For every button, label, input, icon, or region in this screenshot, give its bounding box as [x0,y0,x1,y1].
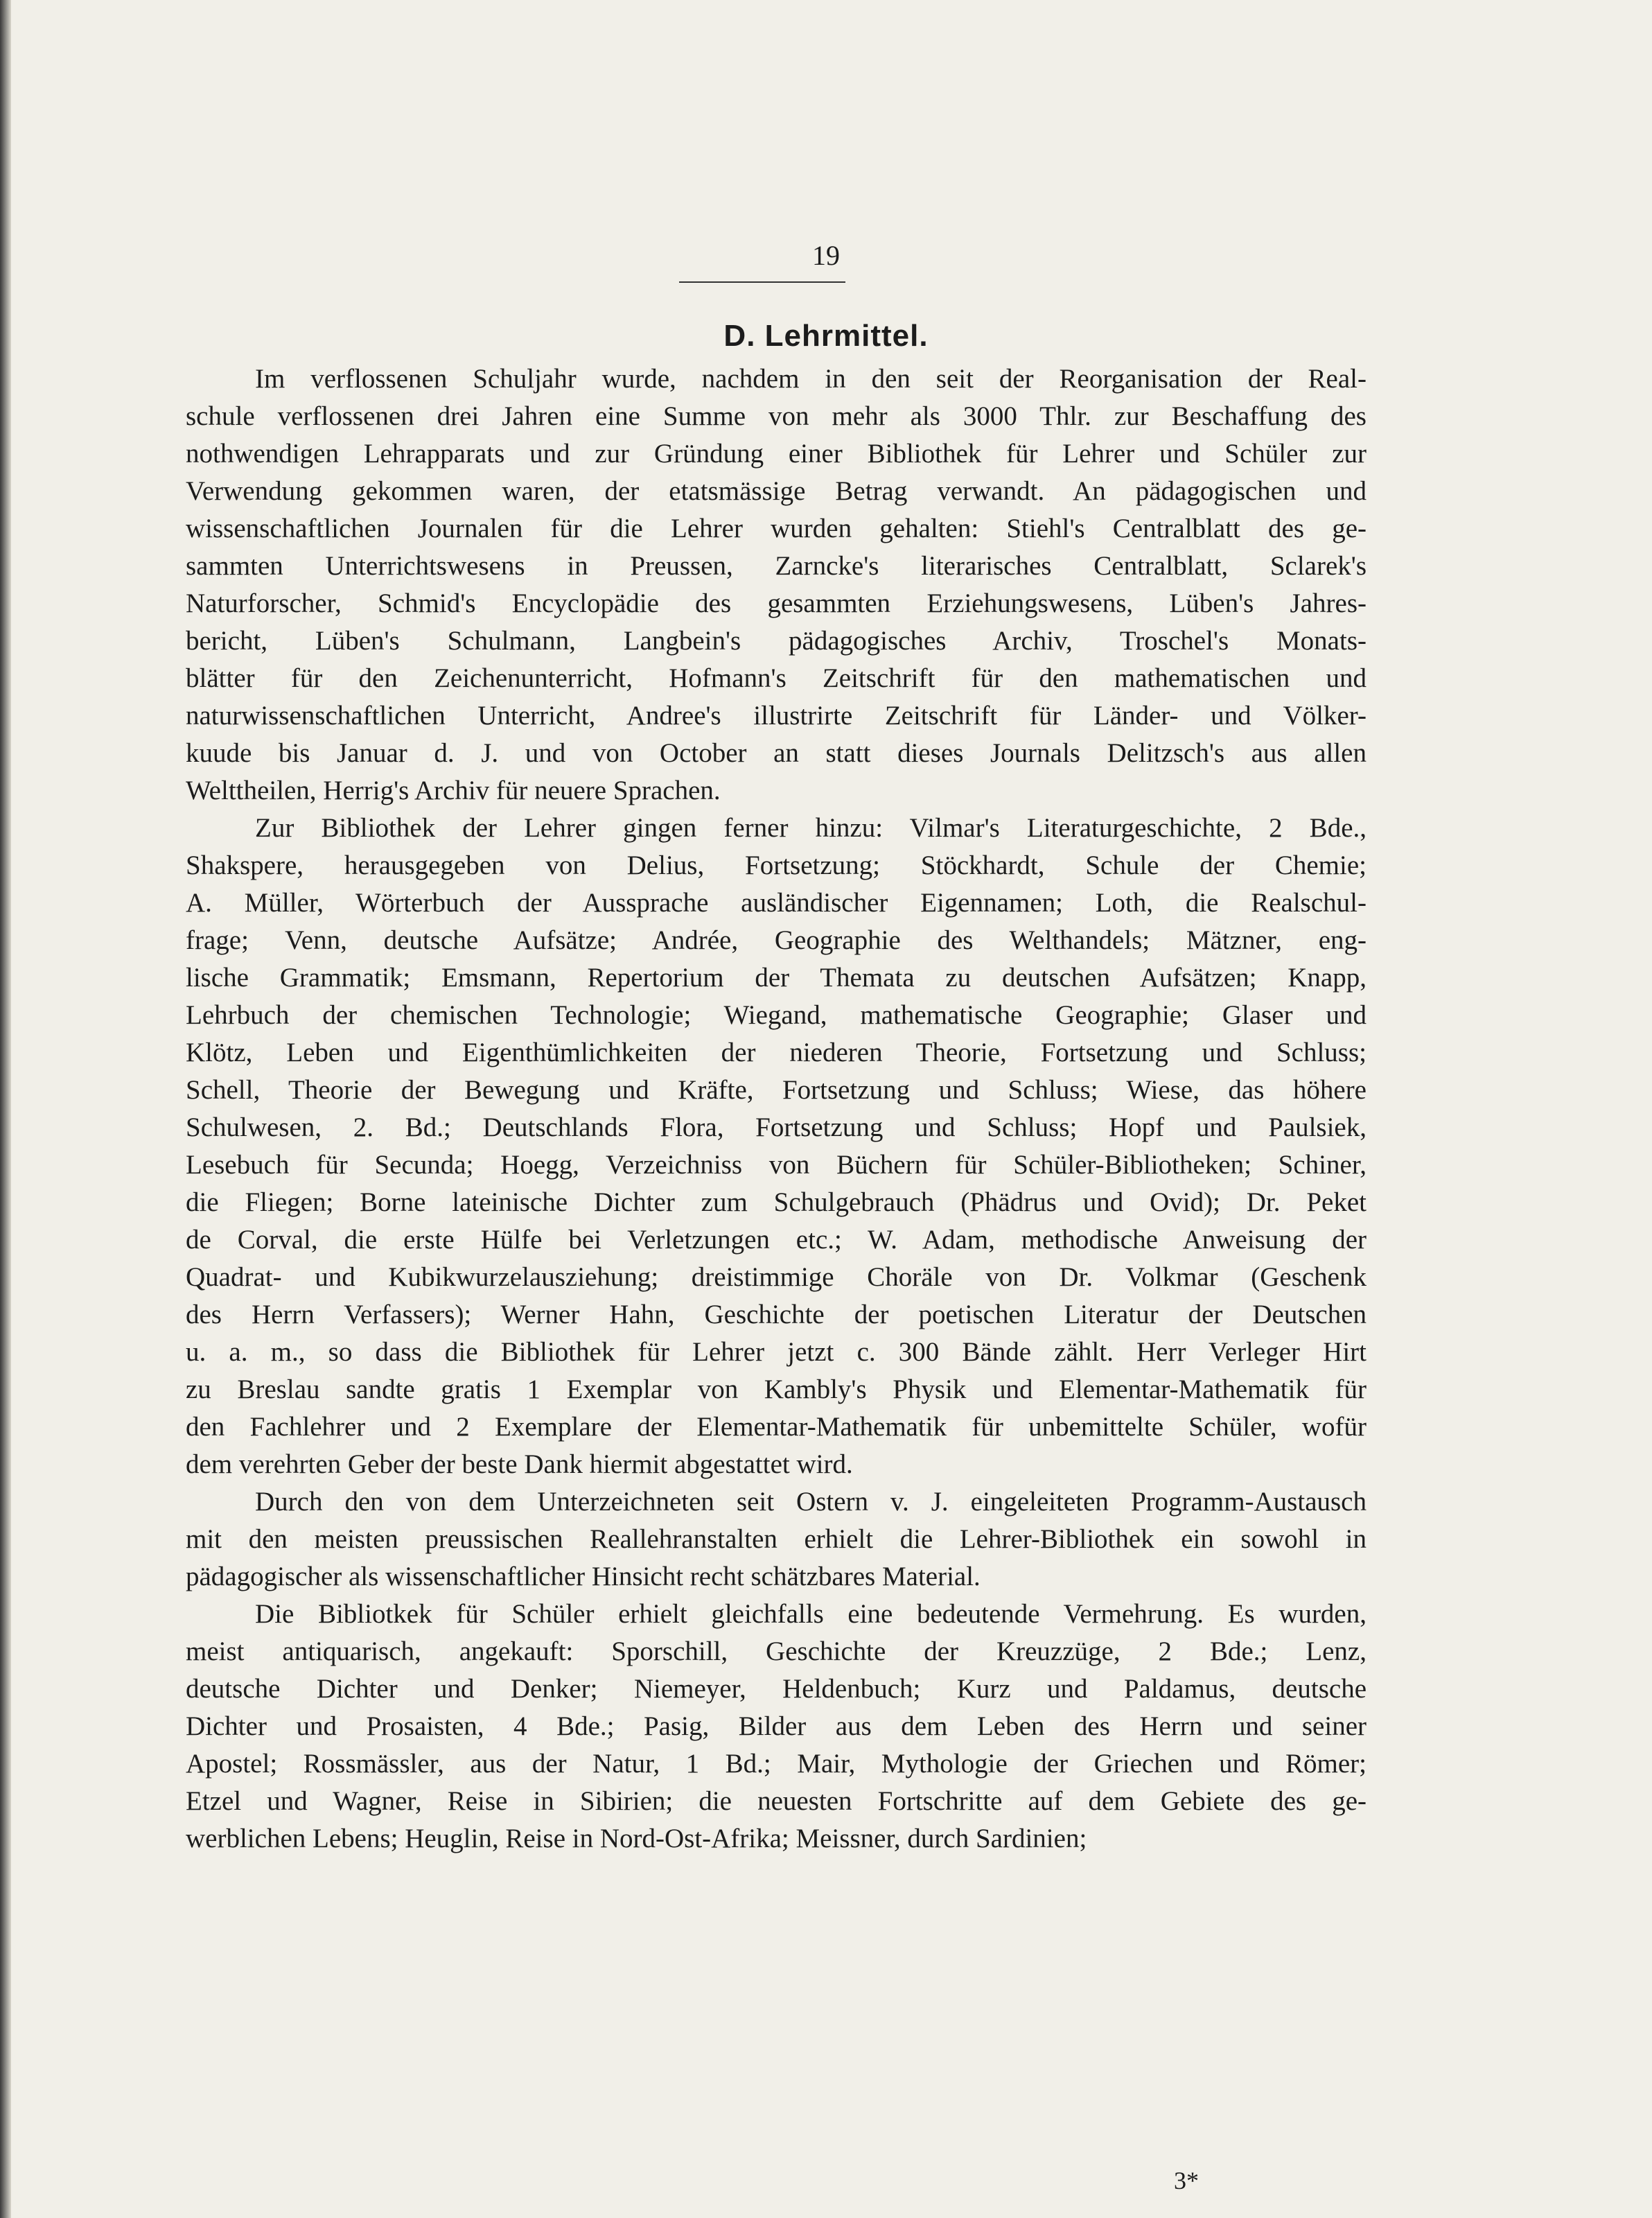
section-heading: D. Lehrmittel. [723,319,929,353]
text-line: naturwissenschaftlichen Unterricht, Andree's illustrirte Zeitschrift für Länder- und Völker- [186,701,1367,731]
text-line: den Fachlehrer und 2 Exemplare der Elementar-Mathematik für unbemittelte Schüler, wofür [186,1412,1367,1442]
text-line: des Herrn Verfassers); Werner Hahn, Geschichte der poetischen Literatur der Deutschen [186,1300,1367,1329]
text-line: Durch den von dem Unterzeichneten seit Ostern v. J. eingeleiteten Programm-Austausch [255,1487,1367,1517]
text-line: wissenschaftlichen Journalen für die Lehrer wurden gehalten: Stiehl's Centralblatt des ge- [186,514,1367,543]
text-line: lische Grammatik; Emsmann, Repertorium der Themata zu deutschen Aufsätzen; Knapp, [186,963,1367,993]
text-line: kuude bis Januar d. J. und von October an statt dieses Journals Delitzsch's aus allen [186,738,1367,768]
text-line: Zur Bibliothek der Lehrer gingen ferner hinzu: Vilmar's Literaturgeschichte, 2 Bde., [255,813,1367,843]
text-line: nothwendigen Lehrapparats und zur Gründung einer Bibliothek für Lehrer und Schüler zur [186,439,1367,469]
text-line: Lehrbuch der chemischen Technologie; Wiegand, mathematische Geographie; Glaser und [186,1000,1367,1030]
text-line: die Fliegen; Borne lateinische Dichter zum Schulgebrauch (Phädrus und Ovid); Dr. Peket [186,1187,1367,1217]
page-number-rule [679,281,845,283]
text-line: Verwendung gekommen waren, der etatsmässige Betrag verwandt. An pädagogischen und [186,476,1367,506]
text-line: Klötz, Leben und Eigenthümlichkeiten der niederen Theorie, Fortsetzung und Schluss; [186,1038,1367,1067]
text-line: frage; Venn, deutsche Aufsätze; Andrée, Geographie des Welthandels; Mätzner, eng- [186,925,1367,955]
text-line: A. Müller, Wörterbuch der Aussprache ausländischer Eigennamen; Loth, die Realschul- [186,888,1367,918]
text-line: sammten Unterrichtswesens in Preussen, Zarncke's literarisches Centralblatt, Sclarek's [186,551,1367,581]
text-line: Im verflossenen Schuljahr wurde, nachdem in den seit der Reorganisation der Real- [255,364,1367,394]
text-line: deutsche Dichter und Denker; Niemeyer, Heldenbuch; Kurz und Paldamus, deutsche [186,1674,1367,1704]
page-number: 19 [812,240,840,271]
text-line: Apostel; Rossmässler, aus der Natur, 1 Bd.; Mair, Mythologie der Griechen und Römer; [186,1749,1367,1779]
text-line: zu Breslau sandte gratis 1 Exemplar von Kambly's Physik und Elementar-Mathematik für [186,1374,1367,1404]
text-line: Quadrat- und Kubikwurzelausziehung; dreistimmige Choräle von Dr. Volkmar (Geschenk [186,1262,1367,1292]
text-line: Lesebuch für Secunda; Hoegg, Verzeichniss von Büchern für Schüler-Bibliotheken; Schiner, [186,1150,1367,1180]
text-line: Shakspere, herausgegeben von Delius, Fortsetzung; Stöckhardt, Schule der Chemie; [186,850,1367,880]
text-line: bericht, Lüben's Schulmann, Langbein's pädagogisches Archiv, Troschel's Monats- [186,626,1367,656]
text-line: Etzel und Wagner, Reise in Sibirien; die neuesten Fortschritte auf dem Gebiete des ge- [186,1786,1367,1816]
text-line: Welttheilen, Herrig's Archiv für neuere Sprachen. [186,776,721,805]
text-line: Naturforscher, Schmid's Encyclopädie des gesammten Erziehungswesens, Lüben's Jahres- [186,588,1367,618]
text-line: mit den meisten preussischen Reallehranstalten erhielt die Lehrer-Bibliothek ein sowohl in [186,1524,1367,1554]
text-line: Dichter und Prosaisten, 4 Bde.; Pasig, Bilder aus dem Leben des Herrn und seiner [186,1711,1367,1741]
text-line: werblichen Lebens; Heuglin, Reise in Nord-Ost-Afrika; Meissner, durch Sardinien; [186,1824,1087,1853]
body-text [186,360,1367,1858]
signature-mark: 3* [1174,2167,1199,2194]
text-line: Die Bibliotkek für Schüler erhielt gleichfalls eine bedeutende Vermehrung. Es wurden, [255,1599,1367,1629]
text-line: pädagogischer als wissenschaftlicher Hinsicht recht schätzbares Material. [186,1562,981,1591]
text-line: Schulwesen, 2. Bd.; Deutschlands Flora, Fortsetzung und Schluss; Hopf und Paulsiek, [186,1112,1367,1142]
text-line: de Corval, die erste Hülfe bei Verletzungen etc.; W. Adam, methodische Anweisung der [186,1225,1367,1255]
text-line: dem verehrten Geber der beste Dank hiermit abgestattet wird. [186,1449,853,1479]
text-line: meist antiquarisch, angekauft: Sporschill, Geschichte der Kreuzzüge, 2 Bde.; Lenz, [186,1636,1367,1666]
text-line: blätter für den Zeichenunterricht, Hofmann's Zeitschrift für den mathematischen und [186,663,1367,693]
text-line: u. a. m., so dass die Bibliothek für Lehrer jetzt c. 300 Bände zählt. Herr Verleger Hirt [186,1337,1367,1367]
text-line: Schell, Theorie der Bewegung und Kräfte, Fortsetzung und Schluss; Wiese, das höhere [186,1075,1367,1105]
text-line: schule verflossenen drei Jahren eine Summe von mehr als 3000 Thlr. zur Beschaffung des [186,401,1367,431]
